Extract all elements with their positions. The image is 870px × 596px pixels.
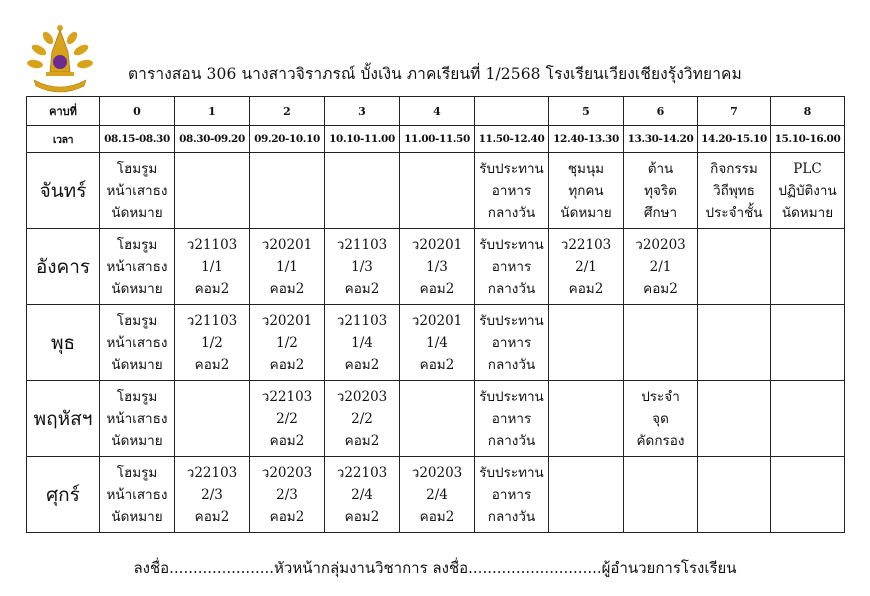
cell-line: โฮมรูม <box>116 236 158 253</box>
schedule-cell <box>250 229 325 305</box>
time-slot: 13.30-14.20 <box>624 126 698 153</box>
period-number: 4 <box>400 97 475 126</box>
cell-line: คอม2 <box>643 280 678 297</box>
schedule-cell <box>250 305 325 381</box>
schedule-cell <box>325 229 400 305</box>
schedule-cell <box>175 381 250 457</box>
cell-line: นัดหมาย <box>111 432 163 449</box>
day-name: ศุกร์ <box>27 457 100 533</box>
cell-line: ทุจริต <box>644 182 677 199</box>
cell-line: อาหาร <box>491 182 532 199</box>
schedule-cell <box>549 457 624 533</box>
cell-line: 2/2 <box>276 410 298 427</box>
day-row <box>27 457 845 533</box>
cell-line: กิจกรรม <box>710 160 758 177</box>
cell-line: อาหาร <box>491 410 532 427</box>
schedule-cell <box>475 457 549 533</box>
schedule-cell <box>250 153 325 229</box>
schedule-cell <box>475 229 549 305</box>
cell-line: หน้าเสาธง <box>106 486 168 503</box>
cell-line: คอม2 <box>344 356 380 373</box>
day-name: จันทร์ <box>27 153 100 229</box>
time-slot: 09.20-10.10 <box>250 126 325 153</box>
schedule-cell <box>100 381 175 457</box>
cell-line: หน้าเสาธง <box>106 258 168 275</box>
period-number: 8 <box>771 97 845 126</box>
schedule-cell <box>624 153 698 229</box>
period-header-row <box>27 97 845 126</box>
cell-line: 1/4 <box>351 334 373 351</box>
time-slot: 11.00-11.50 <box>400 126 475 153</box>
cell-line: โฮมรูม <box>116 160 158 177</box>
cell-line: โฮมรูม <box>116 388 158 405</box>
cell-line: โฮมรูม <box>116 312 158 329</box>
cell-line: คอม2 <box>344 508 380 525</box>
day-name: อังคาร <box>27 229 100 305</box>
cell-line: 2/4 <box>351 486 373 503</box>
cell-line: โฮมรูม <box>116 464 158 481</box>
cell-line: ประจำ <box>641 388 680 405</box>
cell-line: คอม2 <box>269 356 305 373</box>
cell-line: 2/1 <box>575 258 597 275</box>
schedule-cell <box>771 457 845 533</box>
day-row <box>27 305 845 381</box>
cell-line: ว20201 <box>411 312 463 329</box>
cell-line: กลางวัน <box>487 432 536 449</box>
schedule-cell <box>475 153 549 229</box>
period-header-label: คาบที่ <box>27 97 100 126</box>
day-name: พฤหัสฯ <box>27 381 100 457</box>
cell-line: 1/1 <box>201 258 223 275</box>
cell-line: ว20203 <box>635 236 686 253</box>
period-number: 5 <box>549 97 624 126</box>
cell-line: วิถีพุทธ <box>713 182 755 199</box>
schedule-cell <box>549 153 624 229</box>
schedule-cell <box>400 153 475 229</box>
cell-line: รับประทาน <box>479 388 544 405</box>
day-row <box>27 153 845 229</box>
cell-line: นัดหมาย <box>781 204 834 221</box>
cell-line: ว22103 <box>186 464 238 481</box>
cell-line: หน้าเสาธง <box>106 182 168 199</box>
cell-line: คอม2 <box>269 508 305 525</box>
cell-line: กลางวัน <box>487 508 536 525</box>
cell-line: คัดกรอง <box>636 432 685 449</box>
cell-line: คอม2 <box>568 280 604 297</box>
cell-line: หน้าเสาธง <box>106 410 168 427</box>
time-row <box>27 126 845 153</box>
schedule-cell <box>325 457 400 533</box>
time-slot: 08.15-08.30 <box>100 126 175 153</box>
cell-line: 1/2 <box>276 334 298 351</box>
schedule-cell <box>175 457 250 533</box>
cell-line: ว20203 <box>261 464 313 481</box>
period-number: 6 <box>624 97 698 126</box>
cell-line: ว21103 <box>186 236 238 253</box>
cell-line: จุด <box>652 410 669 427</box>
cell-line: นัดหมาย <box>111 508 163 525</box>
cell-line: อาหาร <box>491 486 532 503</box>
cell-line: ว21103 <box>186 312 238 329</box>
schedule-cell <box>325 305 400 381</box>
schedule-cell <box>250 457 325 533</box>
cell-line: ว20201 <box>261 312 313 329</box>
schedule-cell <box>624 381 698 457</box>
cell-line: กลางวัน <box>487 356 536 373</box>
cell-line: 2/4 <box>426 486 448 503</box>
period-number <box>475 97 549 126</box>
schedule-cell <box>698 381 771 457</box>
cell-line: ทุกคน <box>568 182 604 199</box>
time-slot: 10.10-11.00 <box>325 126 400 153</box>
cell-line: 2/2 <box>351 410 373 427</box>
cell-line: ว22103 <box>261 388 313 405</box>
cell-line: คอม2 <box>194 508 230 525</box>
cell-line: 2/3 <box>276 486 298 503</box>
time-slot: 12.40-13.30 <box>549 126 624 153</box>
cell-line: ต้าน <box>647 160 674 177</box>
time-slot: 11.50-12.40 <box>475 126 549 153</box>
cell-line: ว22103 <box>560 236 612 253</box>
schedule-cell <box>771 153 845 229</box>
cell-line: นัดหมาย <box>111 280 163 297</box>
cell-line: ปฏิบัติงาน <box>778 182 837 199</box>
cell-line: คอม2 <box>419 356 455 373</box>
schedule-cell <box>549 229 624 305</box>
cell-line: ประจำชั้น <box>705 204 763 221</box>
cell-line: 1/3 <box>351 258 373 275</box>
period-number: 3 <box>325 97 400 126</box>
schedule-cell <box>175 305 250 381</box>
period-number: 7 <box>698 97 771 126</box>
cell-line: ว21103 <box>336 312 388 329</box>
schedule-cell <box>250 381 325 457</box>
timetable <box>26 96 845 533</box>
schedule-cell <box>175 229 250 305</box>
cell-line: คอม2 <box>269 432 305 449</box>
cell-line: PLC <box>793 160 822 177</box>
cell-line: นัดหมาย <box>560 204 612 221</box>
day-row <box>27 229 845 305</box>
schedule-cell <box>100 457 175 533</box>
schedule-cell <box>698 305 771 381</box>
cell-line: 1/1 <box>276 258 298 275</box>
schedule-cell <box>624 457 698 533</box>
schedule-cell <box>100 153 175 229</box>
schedule-cell <box>400 381 475 457</box>
cell-line: กลางวัน <box>487 204 536 221</box>
cell-line: อาหาร <box>491 258 532 275</box>
schedule-cell <box>549 305 624 381</box>
period-number: 0 <box>100 97 175 126</box>
schedule-cell <box>475 305 549 381</box>
cell-line: คอม2 <box>419 508 455 525</box>
cell-line: 2/1 <box>649 258 672 275</box>
cell-line: 1/2 <box>201 334 223 351</box>
time-row-label: เวลา <box>27 126 100 153</box>
signature-footer: ลงชื่อ......................หัวหน้ากลุ่มงานวิชาการ ลงชื่อ............................ผู้อำนวยการโรงเรียน <box>133 559 737 577</box>
cell-line: รับประทาน <box>479 464 544 481</box>
day-row <box>27 381 845 457</box>
schedule-cell <box>771 229 845 305</box>
cell-line: นัดหมาย <box>111 356 163 373</box>
cell-line: กลางวัน <box>487 280 536 297</box>
cell-line: 1/3 <box>426 258 448 275</box>
cell-line: 1/4 <box>426 334 448 351</box>
time-slot: 15.10-16.00 <box>771 126 845 153</box>
schedule-cell <box>624 229 698 305</box>
schedule-cell <box>698 229 771 305</box>
schedule-cell <box>100 229 175 305</box>
schedule-cell <box>624 305 698 381</box>
page-title: ตารางสอน 306 นางสาวจิราภรณ์ บั้งเงิน ภาคเรียนที่ 1/2568 โรงเรียนเวียงเชียงรุ้งวิทยาคม <box>128 65 742 83</box>
schedule-cell <box>175 153 250 229</box>
cell-line: คอม2 <box>269 280 305 297</box>
school-logo-icon <box>26 22 94 94</box>
cell-line: รับประทาน <box>479 236 544 253</box>
cell-line: ว20203 <box>411 464 463 481</box>
schedule-cell <box>771 305 845 381</box>
schedule-cell <box>698 457 771 533</box>
cell-line: คอม2 <box>419 280 455 297</box>
cell-line: คอม2 <box>194 280 230 297</box>
schedule-cell <box>771 381 845 457</box>
cell-line: อาหาร <box>491 334 532 351</box>
schedule-cell <box>400 457 475 533</box>
cell-line: ว22103 <box>336 464 388 481</box>
period-number: 2 <box>250 97 325 126</box>
schedule-cell <box>698 153 771 229</box>
schedule-cell <box>475 381 549 457</box>
cell-line: ศึกษา <box>643 204 678 221</box>
time-slot: 08.30-09.20 <box>175 126 250 153</box>
cell-line: 2/3 <box>201 486 223 503</box>
cell-line: หน้าเสาธง <box>106 334 168 351</box>
day-name: พุธ <box>27 305 100 381</box>
cell-line: คอม2 <box>344 280 380 297</box>
schedule-cell <box>325 153 400 229</box>
schedule-cell <box>325 381 400 457</box>
cell-line: ว20201 <box>261 236 313 253</box>
schedule-cell <box>400 229 475 305</box>
cell-line: ชุมนุม <box>567 160 605 177</box>
schedule-cell <box>100 305 175 381</box>
cell-line: ว20201 <box>411 236 463 253</box>
cell-line: รับประทาน <box>479 312 544 329</box>
cell-line: ว21103 <box>336 236 388 253</box>
cell-line: คอม2 <box>194 356 230 373</box>
period-number: 1 <box>175 97 250 126</box>
schedule-cell <box>549 381 624 457</box>
cell-line: นัดหมาย <box>111 204 163 221</box>
schedule-cell <box>400 305 475 381</box>
cell-line: ว20203 <box>336 388 388 405</box>
time-slot: 14.20-15.10 <box>698 126 771 153</box>
cell-line: คอม2 <box>344 432 380 449</box>
cell-line: รับประทาน <box>479 160 544 177</box>
